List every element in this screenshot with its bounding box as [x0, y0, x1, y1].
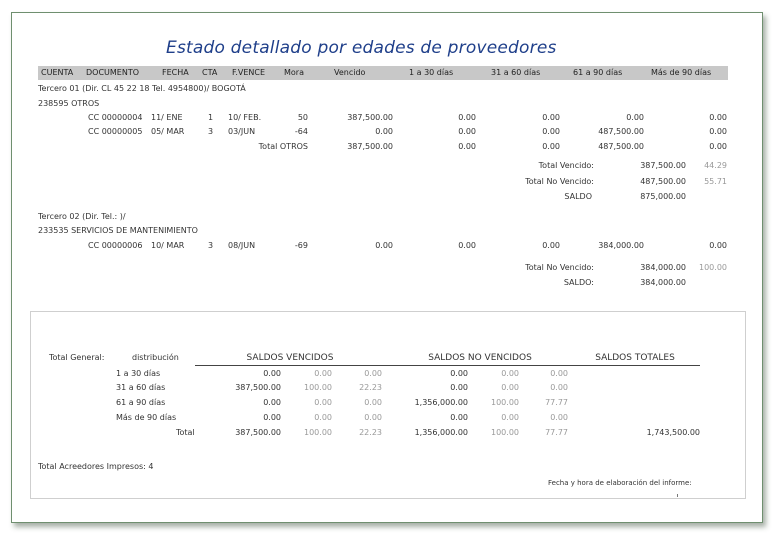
- row-90: 0.00: [709, 241, 727, 250]
- gen-row-np1: 100.00: [491, 398, 519, 407]
- row-doc: CC 00000006: [88, 241, 143, 250]
- summary-vencido-label: Total Vencido:: [538, 161, 594, 170]
- row-cta: 3: [208, 241, 214, 250]
- col-31-60: 31 a 60 días: [491, 68, 541, 77]
- summary-saldo: 875,000.00: [640, 192, 686, 201]
- general-label: Total General:: [49, 353, 105, 362]
- gen-row-np1: 0.00: [501, 369, 519, 378]
- total-otros-1-30: 0.00: [458, 142, 476, 151]
- summary2-saldo: 384,000.00: [640, 278, 686, 287]
- row-1-30: 0.00: [458, 113, 476, 122]
- total-otros-90: 0.00: [709, 142, 727, 151]
- col-90: Más de 90 días: [651, 68, 712, 77]
- row-vencido: 387,500.00: [347, 113, 393, 122]
- total-otros-61-90: 487,500.00: [598, 142, 644, 151]
- tercero-1-account: 238595 OTROS: [38, 99, 100, 108]
- summary-no-vencido-label: Total No Vencido:: [525, 177, 594, 186]
- row-cta: 3: [208, 127, 214, 136]
- gen-row-label: 61 a 90 días: [116, 398, 166, 407]
- summary-saldo-label: SALDO: [564, 192, 592, 201]
- summary-no-vencido-pct: 55.71: [704, 177, 727, 186]
- gen-row-label: 1 a 30 días: [116, 369, 161, 378]
- col-61-90: 61 a 90 días: [573, 68, 623, 77]
- gen-row-v: 0.00: [263, 413, 281, 422]
- total-otros-vencido: 387,500.00: [347, 142, 393, 151]
- gen-total-np2: 77.77: [545, 428, 568, 437]
- row-90: 0.00: [709, 127, 727, 136]
- gen-row-np2: 0.00: [550, 369, 568, 378]
- row-fecha: 11/ ENE: [151, 113, 183, 122]
- tercero-2-account: 233535 SERVICIOS DE MANTENIMIENTO: [38, 226, 198, 235]
- gen-row-np1: 0.00: [501, 413, 519, 422]
- gen-row-vp2: 0.00: [364, 369, 382, 378]
- gen-row-np2: 0.00: [550, 413, 568, 422]
- summary-vencido-pct: 44.29: [704, 161, 727, 170]
- gen-row-np2: 0.00: [550, 383, 568, 392]
- col-vencido: Vencido: [334, 68, 366, 77]
- footer-mark: [677, 494, 678, 497]
- row-61-90: 0.00: [626, 113, 644, 122]
- row-31-60: 0.00: [542, 113, 560, 122]
- gen-row-v: 387,500.00: [235, 383, 281, 392]
- row-doc: CC 00000005: [88, 127, 143, 136]
- row-mora: -69: [294, 241, 308, 250]
- row-61-90: 384,000.00: [598, 241, 644, 250]
- tercero-1-label: Tercero 01 (Dir. CL 45 22 18 Tel. 4954800)/ BOGOTÁ: [38, 84, 246, 93]
- gen-row-np2: 77.77: [545, 398, 568, 407]
- gen-total-vp1: 100.00: [304, 428, 332, 437]
- summary2-no-vencido-label: Total No Vencido:: [525, 263, 594, 272]
- gen-row-vp2: 0.00: [364, 398, 382, 407]
- gen-total-label: Total: [176, 428, 195, 437]
- gen-row-label: Más de 90 días: [116, 413, 177, 422]
- gen-row-nv: 0.00: [450, 383, 468, 392]
- summary2-no-vencido: 384,000.00: [640, 263, 686, 272]
- row-fecha: 05/ MAR: [151, 127, 185, 136]
- row-fvence: 03/JUN: [228, 127, 256, 136]
- row-vencido: 0.00: [375, 241, 393, 250]
- summary2-saldo-label: SALDO:: [563, 278, 594, 287]
- grp-no-vencidos: SALDOS NO VENCIDOS: [428, 353, 532, 363]
- acreedores-label: Total Acreedores Impresos: 4: [38, 462, 154, 471]
- gen-row-nv: 0.00: [450, 413, 468, 422]
- gen-row-nv: 1,356,000.00: [414, 398, 468, 407]
- col-fvence: F.VENCE: [232, 68, 266, 77]
- report-title: Estado detallado por edades de proveedores: [166, 38, 557, 58]
- gen-row-vp1: 100.00: [304, 383, 332, 392]
- summary2-no-vencido-pct: 100.00: [699, 263, 727, 272]
- gen-row-vp2: 22.23: [359, 383, 382, 392]
- gen-row-v: 0.00: [263, 398, 281, 407]
- gen-row-vp1: 0.00: [314, 398, 332, 407]
- row-fecha: 10/ MAR: [151, 241, 185, 250]
- row-doc: CC 00000004: [88, 113, 143, 122]
- tercero-2-label: Tercero 02 (Dir. Tel.: )/: [38, 212, 126, 221]
- total-otros-label: Total OTROS: [258, 142, 308, 151]
- col-documento: DOCUMENTO: [86, 68, 140, 77]
- gen-row-label: 31 a 60 días: [116, 383, 166, 392]
- row-mora: -64: [294, 127, 308, 136]
- col-fecha: FECHA: [162, 68, 189, 77]
- col-cta: CTA: [202, 68, 218, 77]
- row-31-60: 0.00: [542, 127, 560, 136]
- grp-vencidos: SALDOS VENCIDOS: [246, 353, 334, 363]
- total-otros-31-60: 0.00: [542, 142, 560, 151]
- gen-row-np1: 0.00: [501, 383, 519, 392]
- row-1-30: 0.00: [458, 127, 476, 136]
- gen-total-np1: 100.00: [491, 428, 519, 437]
- gen-row-nv: 0.00: [450, 369, 468, 378]
- gen-row-vp2: 0.00: [364, 413, 382, 422]
- col-cuenta: CUENTA: [41, 68, 74, 77]
- gen-total-tot: 1,743,500.00: [646, 428, 700, 437]
- summary-vencido: 387,500.00: [640, 161, 686, 170]
- gen-total-v: 387,500.00: [235, 428, 281, 437]
- footer-fecha-label: Fecha y hora de elaboración del informe:: [548, 479, 692, 487]
- row-vencido: 0.00: [375, 127, 393, 136]
- row-61-90: 487,500.00: [598, 127, 644, 136]
- column-header-bar: [38, 66, 728, 80]
- general-header-rule: [195, 365, 700, 366]
- col-1-30: 1 a 30 días: [409, 68, 454, 77]
- col-mora: Mora: [284, 68, 304, 77]
- gen-total-nv: 1,356,000.00: [414, 428, 468, 437]
- gen-total-vp2: 22.23: [359, 428, 382, 437]
- row-31-60: 0.00: [542, 241, 560, 250]
- gen-row-v: 0.00: [263, 369, 281, 378]
- grp-totales: SALDOS TOTALES: [595, 353, 675, 363]
- row-fvence: 10/ FEB.: [228, 113, 262, 122]
- row-90: 0.00: [709, 113, 727, 122]
- row-1-30: 0.00: [458, 241, 476, 250]
- row-cta: 1: [208, 113, 214, 122]
- summary-no-vencido: 487,500.00: [640, 177, 686, 186]
- row-fvence: 08/JUN: [228, 241, 256, 250]
- gen-row-vp1: 0.00: [314, 413, 332, 422]
- distribucion-label: distribución: [132, 353, 179, 362]
- row-mora: 50: [297, 113, 308, 122]
- gen-row-vp1: 0.00: [314, 369, 332, 378]
